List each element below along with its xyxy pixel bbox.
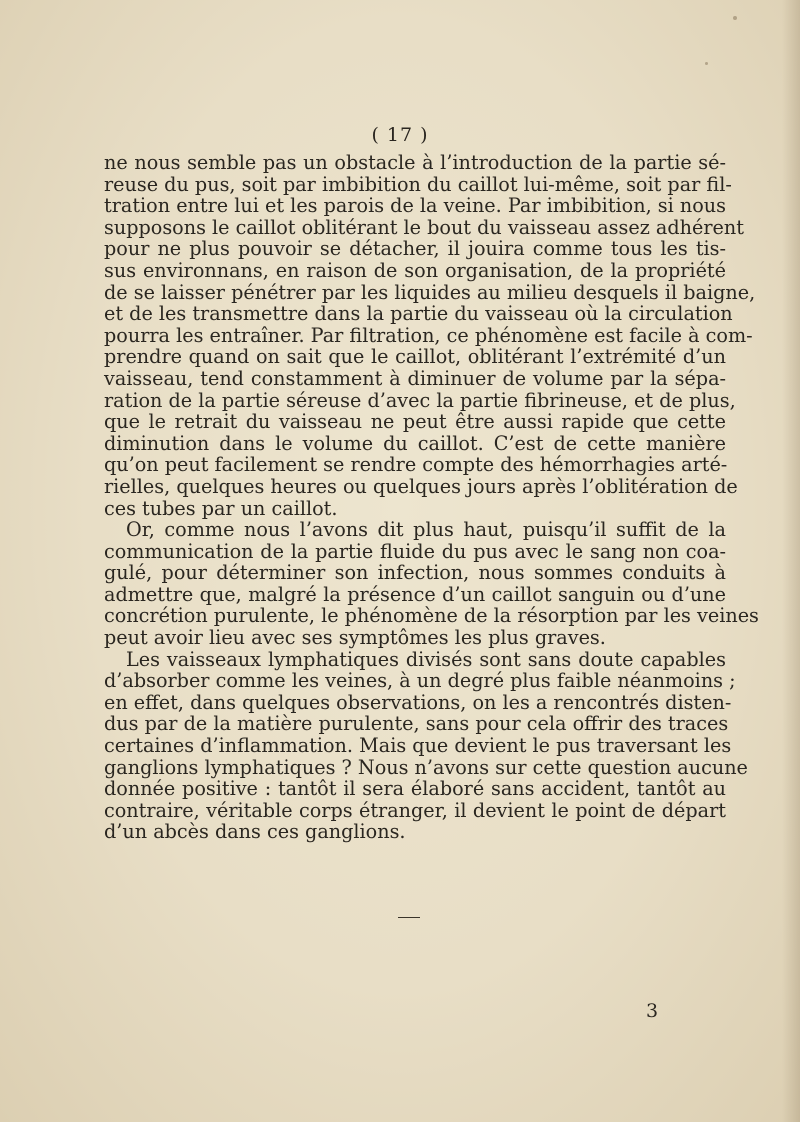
text-line: vaisseau, tend constamment à diminuer de volume par la sépa- bbox=[104, 366, 726, 390]
text-line: d’un abcès dans ces ganglions. bbox=[104, 820, 406, 844]
text-line: supposons le caillot oblitérant le bout du vaisseau assez adhérent bbox=[104, 215, 744, 239]
page-number-header: ( 17 ) bbox=[371, 124, 429, 146]
text-line: Or, comme nous l’avons dit plus haut, puisqu’il suffit de la bbox=[126, 518, 726, 542]
section-rule bbox=[398, 917, 420, 918]
body-text bbox=[104, 151, 759, 844]
text-line: pour ne plus pouvoir se détacher, il jouira comme tous les tis- bbox=[104, 237, 726, 261]
signature-mark: 3 bbox=[646, 1000, 659, 1022]
text-line: communication de la partie fluide du pus avec le sang non coa- bbox=[104, 539, 726, 563]
text-line: et de les transmettre dans la partie du vaisseau où la circulation bbox=[104, 302, 733, 326]
text-line: ration de la partie séreuse d’avec la partie fibrineuse, et de plus, bbox=[104, 388, 736, 412]
text-line: prendre quand on sait que le caillot, oblitérant l’extrémité d’un bbox=[104, 345, 726, 369]
text-line: pourra les entraîner. Par filtration, ce phénomène est facile à com- bbox=[104, 323, 753, 347]
text-line: qu’on peut facilement se rendre compte des hémorrhagies arté- bbox=[104, 453, 728, 477]
text-line: d’absorber comme les veines, à un degré plus faible néanmoins ; bbox=[104, 669, 736, 693]
text-line: ganglions lymphatiques ? Nous n’avons sur cette question aucune bbox=[104, 755, 748, 779]
text-line: contraire, véritable corps étranger, il devient le point de départ bbox=[104, 798, 726, 822]
text-line: tration entre lui et les parois de la veine. Par imbibition, si nous bbox=[104, 194, 726, 218]
text-line: certaines d’inflammation. Mais que devient le pus traversant les bbox=[104, 734, 732, 758]
text-line: gulé, pour déterminer son infection, nous sommes conduits à bbox=[104, 561, 726, 585]
text-line: reuse du pus, soit par imbibition du caillot lui-même, soit par fil- bbox=[104, 172, 732, 196]
text-line: donnée positive : tantôt il sera élaboré sans accident, tantôt au bbox=[104, 777, 726, 801]
page-edge-shadow bbox=[782, 0, 800, 1122]
paper-fleck bbox=[705, 62, 708, 65]
text-line: ne nous semble pas un obstacle à l’introduction de la partie sé- bbox=[104, 151, 726, 174]
text-line: en effet, dans quelques observations, on les a rencontrés disten- bbox=[104, 690, 732, 714]
text-line: concrétion purulente, le phénomène de la résorption par les veines bbox=[104, 604, 759, 628]
text-line: Les vaisseaux lymphatiques divisés sont sans doute capables bbox=[126, 647, 726, 671]
paper-fleck bbox=[733, 16, 737, 20]
text-line: diminution dans le volume du caillot. C’est de cette manière bbox=[104, 431, 726, 455]
text-line: que le retrait du vaisseau ne peut être aussi rapide que cette bbox=[104, 410, 726, 434]
text-line: peut avoir lieu avec ses symptômes les plus graves. bbox=[104, 626, 606, 650]
text-line: admettre que, malgré la présence d’un caillot sanguin ou d’une bbox=[104, 582, 726, 606]
text-line: rielles, quelques heures ou quelques jours après l’oblitération de bbox=[104, 474, 738, 498]
text-line: dus par de la matière purulente, sans pour cela offrir des traces bbox=[104, 712, 729, 736]
text-line: ces tubes par un caillot. bbox=[104, 496, 338, 520]
text-line: sus environnans, en raison de son organisation, de la propriété bbox=[104, 258, 726, 282]
text-line: de se laisser pénétrer par les liquides au milieu desquels il baigne, bbox=[104, 280, 756, 304]
